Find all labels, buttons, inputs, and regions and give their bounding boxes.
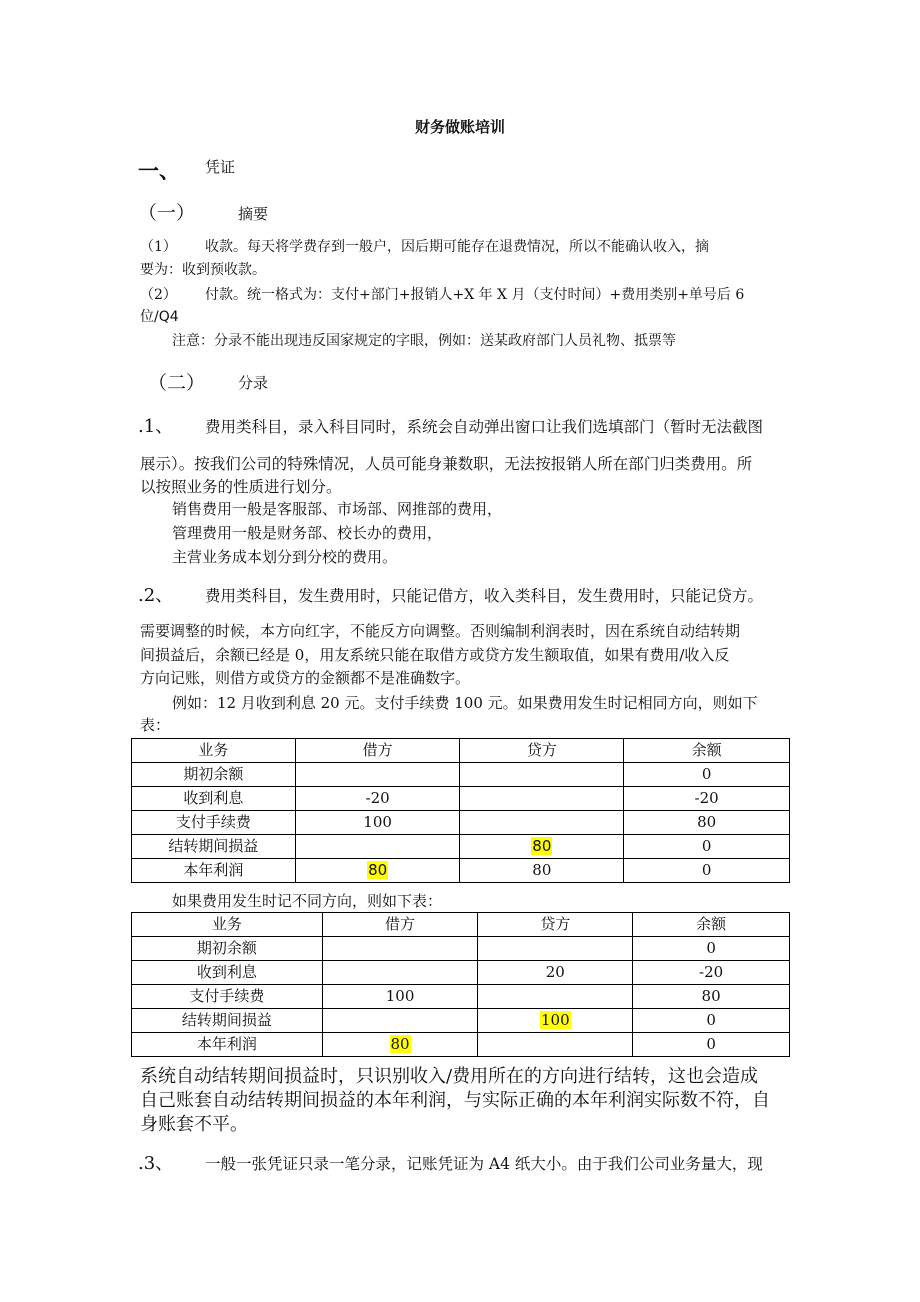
table-row xyxy=(132,835,790,859)
point-2-number: .2、 xyxy=(138,585,174,606)
list-item-text-cont: 位/Q4 xyxy=(140,309,179,325)
section-1-1-number: （一） xyxy=(138,202,196,224)
doc-title: 财务做账培训 xyxy=(414,118,505,136)
highlighted-value: 80 xyxy=(368,861,388,879)
list-item-text: 付款。统一格式为：支付+部门+报销人+X 年 X 月（支付时间）+费用类别+单号后 6 xyxy=(205,287,745,303)
header-cell: 贷方 xyxy=(460,739,624,763)
ledger-table-1 xyxy=(131,738,790,883)
point-2-line: 需要调整的时候，本方向红字，不能反方向调整。否则编制利润表时，因在系统自动结转期 xyxy=(140,622,741,640)
example-text: 例如：12 月收到利息 20 元。支付手续费 100 元。如果费用发生时记相同方向，则如下 xyxy=(172,694,758,712)
table-cell: 80 xyxy=(624,811,790,835)
table-row xyxy=(132,1009,790,1033)
point-2-line: 间损益后，余额已经是 0，用友系统只能在取借方或贷方发生额取值，如果有费用/收入反 xyxy=(140,646,730,664)
point-3-line: 一般一张凭证只录一笔分录，记账凭证为 A4 纸大小。由于我们公司业务量大，现 xyxy=(205,1155,763,1173)
point-1-line: 费用类科目，录入科目同时，系统会自动弹出窗口让我们选填部门（暂时无法截图 xyxy=(205,418,764,436)
table-cell: 0 xyxy=(633,937,790,961)
table-cell: -20 xyxy=(624,787,790,811)
table-cell: 结转期间损益 xyxy=(132,1009,323,1033)
header-cell: 贷方 xyxy=(478,913,633,937)
point-2-line: 费用类科目，发生费用时，只能记借方，收入类科目，发生费用时，只能记贷方。 xyxy=(205,587,764,605)
conclusion-line: 身账套不平。 xyxy=(140,1114,248,1135)
table-cell xyxy=(295,835,460,859)
table-cell xyxy=(322,961,478,985)
point-1-line: 展示）。按我们公司的特殊情况，人员可能身兼数职，无法按报销人所在部门归类费用。所 xyxy=(140,455,753,473)
table-cell: 100 xyxy=(322,985,478,1009)
section-1-label: 凭证 xyxy=(205,158,236,176)
section-1-2-label: 分录 xyxy=(238,374,269,392)
table-2-intro: 如果费用发生时记不同方向，则如下表： xyxy=(172,892,443,910)
header-cell: 业务 xyxy=(132,913,323,937)
section-1-number: 一、 xyxy=(138,158,180,183)
point-1-sub: 销售费用一般是客服部、市场部、网推部的费用， xyxy=(172,500,503,518)
table-row xyxy=(132,811,790,835)
note-text: 注意：分录不能出现违反国家规定的字眼，例如：送某政府部门人员礼物、抵票等 xyxy=(172,333,676,349)
table-cell: 收到利息 xyxy=(132,961,323,985)
table-cell xyxy=(478,1009,633,1033)
table-cell xyxy=(460,787,624,811)
table-cell: 0 xyxy=(624,835,790,859)
table-cell: 支付手续费 xyxy=(132,985,323,1009)
table-row xyxy=(132,763,790,787)
list-item-text-cont: 要为：收到预收款。 xyxy=(140,262,266,278)
header-cell: 借方 xyxy=(322,913,478,937)
point-3-number: .3、 xyxy=(138,1153,174,1174)
point-1-sub: 主营业务成本划分到分校的费用。 xyxy=(172,548,398,566)
table-cell: 80 xyxy=(633,985,790,1009)
table-cell: 支付手续费 xyxy=(132,811,296,835)
table-cell xyxy=(322,1033,478,1057)
ledger-table-2 xyxy=(131,912,790,1057)
header-cell: 业务 xyxy=(132,739,296,763)
header-cell: 借方 xyxy=(295,739,460,763)
table-row xyxy=(132,937,790,961)
point-1-line: 以按照业务的性质进行划分。 xyxy=(140,478,342,496)
table-cell xyxy=(460,811,624,835)
table-cell xyxy=(478,937,633,961)
table-cell xyxy=(478,985,633,1009)
table-cell: 收到利息 xyxy=(132,787,296,811)
table-row xyxy=(132,787,790,811)
table-header-row xyxy=(132,739,790,763)
highlighted-value: 80 xyxy=(390,1035,410,1053)
table-cell xyxy=(322,937,478,961)
header-cell: 余额 xyxy=(633,913,790,937)
table-row xyxy=(132,985,790,1009)
table-cell: -20 xyxy=(295,787,460,811)
table-row xyxy=(132,961,790,985)
table-cell: 期初余额 xyxy=(132,763,296,787)
table-cell xyxy=(295,763,460,787)
table-row xyxy=(132,1033,790,1057)
header-cell: 余额 xyxy=(624,739,790,763)
table-cell: 100 xyxy=(295,811,460,835)
table-cell xyxy=(322,1009,478,1033)
table-cell: 0 xyxy=(624,763,790,787)
highlighted-value: 100 xyxy=(541,1011,570,1029)
example-text-cont: 表： xyxy=(140,716,171,734)
table-cell xyxy=(295,859,460,883)
table-cell xyxy=(478,1033,633,1057)
conclusion-line: 系统自动结转期间损益时，只识别收入/费用所在的方向进行结转，这也会造成 xyxy=(140,1066,759,1087)
table-header-row xyxy=(132,913,790,937)
section-1-2-number: （二） xyxy=(148,372,206,394)
table-cell: 结转期间损益 xyxy=(132,835,296,859)
table-cell: -20 xyxy=(633,961,790,985)
section-1-1-label: 摘要 xyxy=(238,205,269,223)
conclusion-line: 自己账套自动结转期间损益的本年利润，与实际正确的本年利润实际数不符，自 xyxy=(140,1090,770,1111)
list-item-text: 收款。每天将学费存到一般户，因后期可能存在退费情况，所以不能确认收入，摘 xyxy=(205,239,709,255)
table-cell: 20 xyxy=(478,961,633,985)
list-item-number: （1） xyxy=(140,239,177,255)
point-1-number: .1、 xyxy=(138,416,174,437)
table-cell xyxy=(460,835,624,859)
table-cell: 期初余额 xyxy=(132,937,323,961)
list-item-number: （2） xyxy=(140,287,177,303)
table-cell: 0 xyxy=(624,859,790,883)
point-2-line: 方向记账，则借方或贷方的金额都不是准确数字。 xyxy=(140,669,471,687)
table-row xyxy=(132,859,790,883)
table-cell: 本年利润 xyxy=(132,1033,323,1057)
point-1-sub: 管理费用一般是财务部、校长办的费用， xyxy=(172,524,443,542)
table-cell: 本年利润 xyxy=(132,859,296,883)
table-cell: 0 xyxy=(633,1009,790,1033)
table-cell: 80 xyxy=(460,859,624,883)
highlighted-value: 80 xyxy=(532,837,552,855)
table-cell: 0 xyxy=(633,1033,790,1057)
table-cell xyxy=(460,763,624,787)
